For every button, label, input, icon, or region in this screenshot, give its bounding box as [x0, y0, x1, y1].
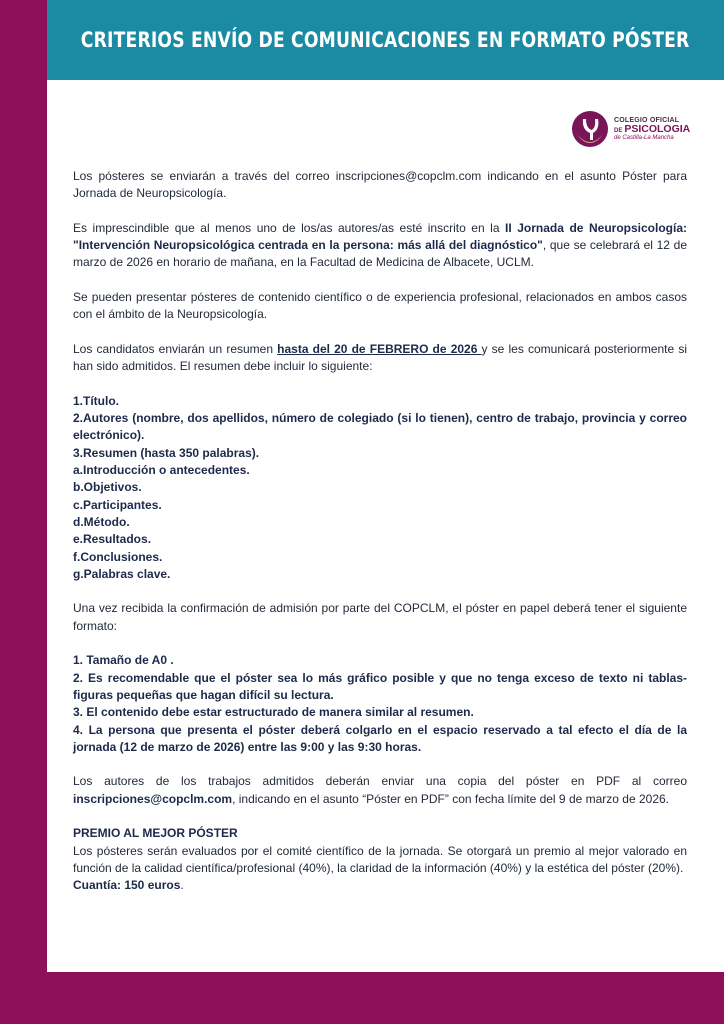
list-item: 2. Es recomendable que el póster sea lo más gráfico posible y que no tenga exceso de texto ni tablas-figuras pequeñas que hagan difícil su lectura.	[73, 670, 687, 702]
header-banner	[47, 0, 724, 80]
formato-list	[73, 652, 687, 756]
email-link[interactable]: inscripciones@copclm.com	[73, 791, 233, 806]
document-body	[73, 168, 687, 894]
page-title: CRITERIOS ENVÍO DE COMUNICACIONES EN FORMATO PÓSTER	[81, 28, 690, 52]
document-page	[47, 80, 724, 972]
list-item: b.Objetivos.	[73, 480, 142, 495]
premio-text: Los pósteres serán evaluados por el comité científico de la jornada. Se otorgará un premio al mejor valorado en función de la calidad científica/profesional (40%), la claridad de la información (40%) y la estética del póster (20%).	[73, 843, 687, 875]
logo-line-3: de Castilla-La Mancha	[614, 135, 674, 142]
list-item: c.Participantes.	[73, 497, 162, 512]
list-item: f.Conclusiones.	[73, 549, 163, 564]
paragraph-plazo: Los candidatos enviarán un resumen hasta del 20 de FEBRERO de 2026 y se les comunicará posteriormente si han sido admitidos. El resumen debe incluir lo siguiente:	[73, 341, 687, 374]
paragraph-pdf: Los autores de los trabajos admitidos deberán enviar una copia del póster en PDF al correo inscripciones@copclm.com, indicando en el asunto “Póster en PDF” con fecha límite del 9 de marzo de 2026.	[73, 774, 687, 806]
resumen-list	[73, 393, 687, 583]
list-item: 3. El contenido debe estar estructurado de manera similar al resumen.	[73, 705, 474, 720]
list-item: d.Método.	[73, 514, 130, 529]
list-item: e.Resultados.	[73, 532, 152, 547]
list-item: 3.Resumen (hasta 350 palabras).	[73, 445, 260, 460]
jornada-title: II Jornada de Neuropsicología: "Intervención Neuropsicológica centrada en la persona: más allá del diagnóstico"	[73, 220, 687, 253]
footer-band	[0, 972, 724, 1024]
list-item: 1.Título.	[73, 393, 119, 408]
copclm-logo	[571, 110, 690, 148]
list-item: 2.Autores (nombre, dos apellidos, número de colegiado (si lo tienen), centro de trabajo, provincia y correo electrónico).	[73, 411, 687, 443]
list-item: 4. La persona que presenta el póster deberá colgarlo en el espacio reservado a tal efecto el día de la jornada (12 de marzo de 2026) entre las 9:00 y las 9:30 horas.	[73, 722, 687, 754]
paragraph-envio: Los pósteres se enviarán a través del correo inscripciones@copclm.com indicando en el asunto Póster para Jornada de Neuropsicología.	[73, 169, 687, 201]
logo-line-2: DE PSICOLOGIA	[614, 123, 691, 136]
deadline-date: hasta del 20 de FEBRERO de 2026	[277, 341, 482, 356]
list-item: a.Introducción o antecedentes.	[73, 463, 250, 478]
list-item: g.Palabras clave.	[73, 566, 171, 581]
paragraph-inscripcion: Es imprescindible que al menos uno de los/as autores/as esté inscrito en la II Jornada de Neuropsicología: "Intervención Neuropsicológica centrada en la persona: más allá del diagnóstico", que se celebrará el 12 de marzo de 2026 en horario de mañana, en la Facultad de Medicina de Albacete, UCLM.	[73, 220, 687, 270]
paragraph-formato: Una vez recibida la confirmación de admisión por parte del COPCLM, el póster en papel deberá tener el siguiente formato:	[73, 601, 687, 633]
copclm-logo-icon	[571, 110, 609, 148]
list-item: 1. Tamaño de A0 .	[73, 653, 174, 668]
paragraph-contenido: Se pueden presentar pósteres de contenido científico o de experiencia profesional, relacionados en ambos casos con el ámbito de la Neuropsicología.	[73, 290, 687, 322]
premio-amount: Cuantía: 150 euros.	[73, 878, 184, 893]
logo-line-1: COLEGIO OFICIAL	[614, 116, 680, 124]
premio-heading: PREMIO AL MEJOR PÓSTER	[73, 826, 238, 841]
